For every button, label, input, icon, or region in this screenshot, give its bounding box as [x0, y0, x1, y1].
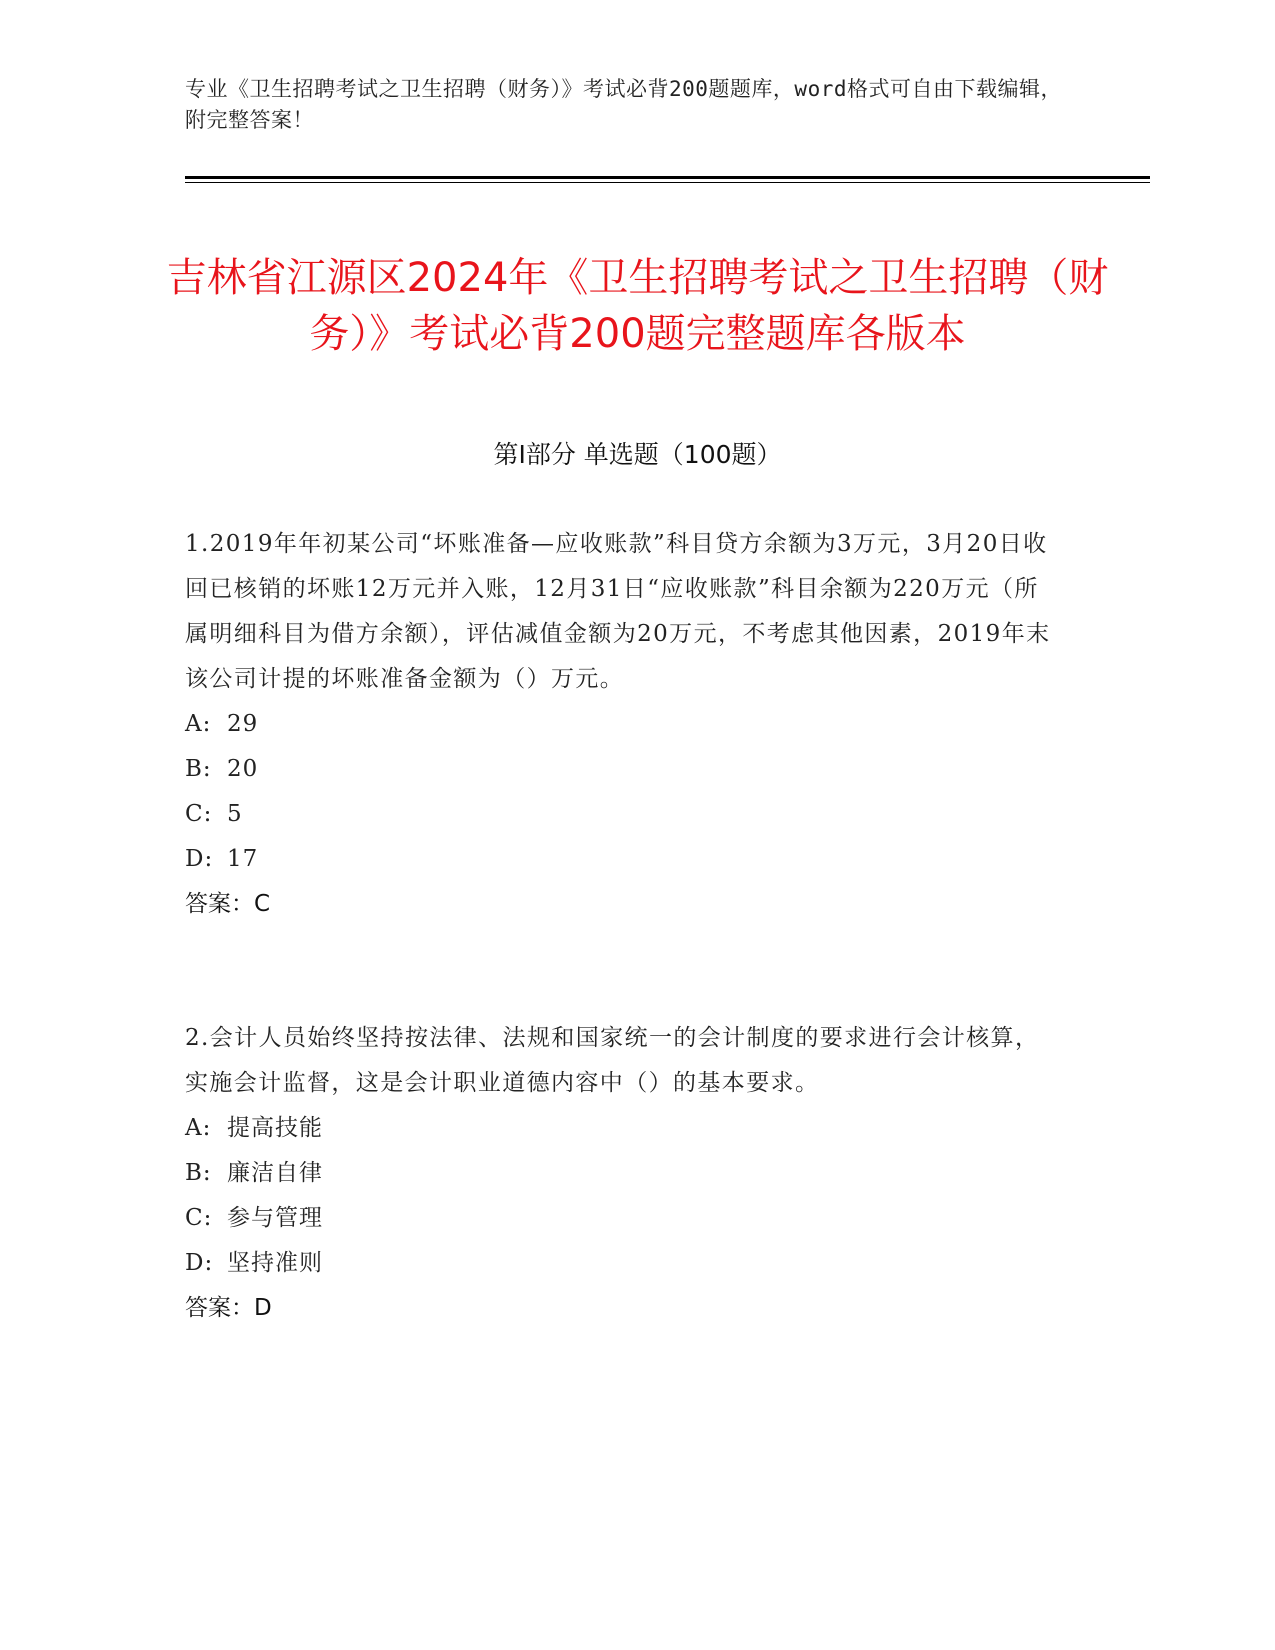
answer-line: 答案：D — [185, 1295, 272, 1321]
option-text: 坚持准则 — [227, 1250, 323, 1276]
question-1 — [185, 522, 1060, 927]
option-b — [185, 1151, 1060, 1196]
option-label: B: — [185, 756, 212, 782]
option-a — [185, 1106, 1060, 1151]
header-rule-thick — [185, 176, 1150, 179]
header-note: 专业《卫生招聘考试之卫生招聘（财务）》考试必背200题题库，word格式可自由下载编辑，附完整答案！ — [185, 77, 1062, 132]
option-text: 20 — [227, 756, 259, 782]
section-heading: 第Ⅰ部分 单选题（100题） — [493, 440, 782, 469]
document-title: 吉林省江源区2024年《卫生招聘考试之卫生招聘（财务）》考试必背200题完整题库各版本 — [166, 254, 1109, 357]
option-label: C: — [185, 801, 213, 827]
option-label: B: — [185, 1160, 212, 1186]
option-a — [185, 702, 1060, 747]
question-2 — [185, 1016, 1060, 1331]
option-text: 5 — [227, 801, 243, 827]
option-c — [185, 792, 1060, 837]
option-d — [185, 1241, 1060, 1286]
header-rule-thin — [185, 182, 1150, 183]
question-stem: 1.2019年年初某公司“坏账准备—应收账款”科目贷方余额为3万元，3月20日收回已核销的坏账12万元并入账，12月31日“应收账款”科目余额为220万元（所属明细科目为借方余额），评估减值金额为20万元，不考虑其他因素，2019年末该公司计提的坏账准备金额为（）万元。 — [185, 531, 1051, 692]
option-label: A: — [185, 711, 212, 737]
option-label: A: — [185, 1115, 212, 1141]
option-label: C: — [185, 1205, 213, 1231]
option-label: D: — [185, 846, 214, 872]
option-c — [185, 1196, 1060, 1241]
option-text: 廉洁自律 — [227, 1160, 323, 1186]
option-d — [185, 837, 1060, 882]
option-text: 29 — [227, 711, 259, 737]
option-label: D: — [185, 1250, 214, 1276]
option-text: 提高技能 — [227, 1115, 323, 1141]
question-stem: 2.会计人员始终坚持按法律、法规和国家统一的会计制度的要求进行会计核算，实施会计监督，这是会计职业道德内容中（）的基本要求。 — [185, 1025, 1040, 1096]
option-b — [185, 747, 1060, 792]
option-text: 17 — [227, 846, 259, 872]
option-text: 参与管理 — [227, 1205, 323, 1231]
answer-line: 答案：C — [185, 891, 271, 917]
